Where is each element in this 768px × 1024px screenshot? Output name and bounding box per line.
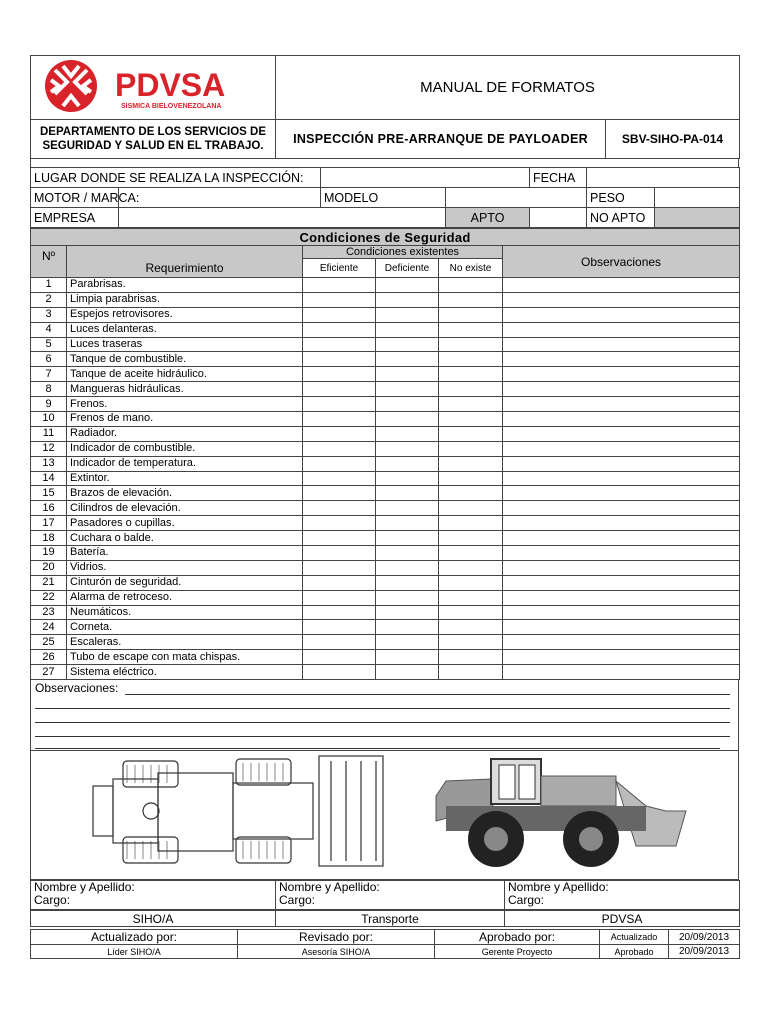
observacion-cell[interactable]	[503, 278, 740, 293]
eficiente-cell[interactable]	[303, 575, 376, 590]
peso-label: PESO	[587, 188, 655, 208]
eficiente-cell[interactable]	[303, 426, 376, 441]
peso-field[interactable]	[655, 188, 740, 208]
cargo-label: Cargo:	[508, 893, 545, 908]
deficiente-cell[interactable]	[376, 382, 439, 397]
deficiente-cell[interactable]	[376, 337, 439, 352]
table-row	[31, 397, 740, 412]
pdvsa-logo	[31, 56, 271, 114]
observaciones-block[interactable]	[30, 680, 739, 751]
no-existe-cell[interactable]	[439, 337, 503, 352]
item-label: Luces delanteras.	[67, 322, 303, 337]
item-number: 19	[31, 546, 67, 561]
signatures-table	[30, 880, 740, 910]
item-number: 27	[31, 665, 67, 680]
info-table	[30, 167, 740, 228]
item-label: Brazos de elevación.	[67, 486, 303, 501]
item-label: Radiador.	[67, 426, 303, 441]
table-row	[31, 531, 740, 546]
table-row	[31, 620, 740, 635]
org-table	[30, 910, 740, 927]
no-existe-cell[interactable]	[439, 397, 503, 412]
spacer	[30, 159, 739, 167]
eficiente-cell[interactable]	[303, 441, 376, 456]
aprobado-label: Aprobado	[600, 945, 669, 959]
obs-line	[35, 736, 730, 737]
observacion-cell[interactable]	[503, 382, 740, 397]
observacion-cell[interactable]	[503, 397, 740, 412]
eficiente-cell[interactable]	[303, 397, 376, 412]
eficiente-cell[interactable]	[303, 501, 376, 516]
motor-label: MOTOR / MARCA:	[31, 188, 119, 208]
no-existe-cell[interactable]	[439, 471, 503, 486]
eficiente-cell[interactable]	[303, 412, 376, 427]
no-apto-label: NO APTO	[587, 208, 655, 228]
no-existe-cell[interactable]	[439, 412, 503, 427]
no-existe-cell[interactable]	[439, 426, 503, 441]
table-row	[31, 441, 740, 456]
item-label: Alarma de retroceso.	[67, 590, 303, 605]
col-num-header: Nº	[31, 246, 67, 278]
obs-line	[35, 748, 720, 749]
revisado-por-label: Revisado por:	[238, 930, 435, 945]
no-existe-cell[interactable]	[439, 382, 503, 397]
eficiente-cell[interactable]	[303, 665, 376, 680]
deficiente-cell[interactable]	[376, 635, 439, 650]
table-row	[31, 546, 740, 561]
deficiente-cell[interactable]	[376, 278, 439, 293]
asesoria-siho: Asesoría SIHO/A	[238, 945, 435, 959]
eficiente-cell[interactable]	[303, 516, 376, 531]
item-label: Frenos de mano.	[67, 412, 303, 427]
gerente-proyecto: Gerente Proyecto	[435, 945, 600, 959]
motor-field[interactable]	[119, 188, 321, 208]
item-number: 6	[31, 352, 67, 367]
item-label: Cilindros de elevación.	[67, 501, 303, 516]
deficiente-cell[interactable]	[376, 456, 439, 471]
logo-cell	[31, 56, 276, 120]
item-number: 10	[31, 412, 67, 427]
table-row	[31, 486, 740, 501]
observacion-cell[interactable]	[503, 456, 740, 471]
form-title: INSPECCIÓN PRE-ARRANQUE DE PAYLOADER	[276, 120, 606, 159]
no-existe-cell[interactable]	[439, 352, 503, 367]
item-number: 3	[31, 307, 67, 322]
table-row	[31, 665, 740, 680]
observacion-cell[interactable]	[503, 665, 740, 680]
modelo-label: MODELO	[321, 188, 446, 208]
observacion-cell[interactable]	[503, 471, 740, 486]
observacion-cell[interactable]	[503, 590, 740, 605]
observacion-cell[interactable]	[503, 620, 740, 635]
item-label: Escaleras.	[67, 635, 303, 650]
table-row	[31, 590, 740, 605]
item-number: 4	[31, 322, 67, 337]
pdvsa-sun-icon	[45, 60, 97, 112]
item-number: 9	[31, 397, 67, 412]
conditions-title: Condiciones de Seguridad	[31, 229, 740, 246]
eficiente-cell[interactable]	[303, 605, 376, 620]
observacion-cell[interactable]	[503, 337, 740, 352]
table-row	[31, 412, 740, 427]
table-row	[31, 307, 740, 322]
item-number: 1	[31, 278, 67, 293]
no-existe-cell[interactable]	[439, 516, 503, 531]
item-label: Luces traseras	[67, 337, 303, 352]
header-table	[30, 55, 740, 159]
item-number: 11	[31, 426, 67, 441]
deficiente-cell[interactable]	[376, 307, 439, 322]
observacion-cell[interactable]	[503, 635, 740, 650]
deficiente-cell[interactable]	[376, 531, 439, 546]
item-label: Cinturón de seguridad.	[67, 575, 303, 590]
actualizado-label: Actualizado	[600, 930, 669, 945]
item-label: Extintor.	[67, 471, 303, 486]
item-label: Vidrios.	[67, 560, 303, 575]
item-number: 7	[31, 367, 67, 382]
observacion-cell[interactable]	[503, 322, 740, 337]
footer-table	[30, 929, 740, 959]
table-row	[31, 382, 740, 397]
table-row	[31, 471, 740, 486]
item-label: Sistema eléctrico.	[67, 665, 303, 680]
table-row	[31, 322, 740, 337]
item-label: Tubo de escape con mata chispas.	[67, 650, 303, 665]
deficiente-cell[interactable]	[376, 292, 439, 307]
table-row	[31, 650, 740, 665]
eficiente-cell[interactable]	[303, 278, 376, 293]
lugar-label: LUGAR DONDE SE REALIZA LA INSPECCIÓN:	[31, 168, 321, 188]
fecha-label: FECHA	[530, 168, 587, 188]
no-existe-cell[interactable]	[439, 620, 503, 635]
table-row	[31, 426, 740, 441]
cargo-label: Cargo:	[34, 893, 71, 908]
deficiente-cell[interactable]	[376, 322, 439, 337]
eficiente-cell[interactable]	[303, 456, 376, 471]
conditions-items	[31, 278, 740, 680]
item-label: Frenos.	[67, 397, 303, 412]
item-number: 24	[31, 620, 67, 635]
no-existe-cell[interactable]	[439, 635, 503, 650]
no-existe-cell[interactable]	[439, 278, 503, 293]
eficiente-cell[interactable]	[303, 367, 376, 382]
item-number: 12	[31, 441, 67, 456]
deficiente-cell[interactable]	[376, 397, 439, 412]
table-row	[31, 575, 740, 590]
table-row	[31, 337, 740, 352]
table-row	[31, 352, 740, 367]
col-eff-header: Eficiente	[303, 259, 376, 278]
eficiente-cell[interactable]	[303, 590, 376, 605]
item-number: 22	[31, 590, 67, 605]
col-group-header: Condiciones existentes	[303, 246, 503, 259]
observacion-cell[interactable]	[503, 367, 740, 382]
observacion-cell[interactable]	[503, 412, 740, 427]
observacion-cell[interactable]	[503, 531, 740, 546]
observacion-cell[interactable]	[503, 307, 740, 322]
table-row	[31, 516, 740, 531]
item-label: Neumáticos.	[67, 605, 303, 620]
deficiente-cell[interactable]	[376, 441, 439, 456]
fecha-field[interactable]	[587, 168, 740, 188]
logo-text: PDVSA	[115, 67, 226, 103]
no-existe-cell[interactable]	[439, 307, 503, 322]
item-number: 25	[31, 635, 67, 650]
eficiente-cell[interactable]	[303, 546, 376, 561]
deficiente-cell[interactable]	[376, 486, 439, 501]
observacion-cell[interactable]	[503, 352, 740, 367]
item-label: Pasadores o cupillas.	[67, 516, 303, 531]
table-row	[31, 605, 740, 620]
eficiente-cell[interactable]	[303, 382, 376, 397]
no-existe-cell[interactable]	[439, 367, 503, 382]
col-req-header: Requerimiento	[67, 246, 303, 278]
col-obs-header: Observaciones	[503, 246, 740, 278]
eficiente-cell[interactable]	[303, 292, 376, 307]
no-existe-cell[interactable]	[439, 322, 503, 337]
table-row	[31, 278, 740, 293]
deficiente-cell[interactable]	[376, 650, 439, 665]
eficiente-cell[interactable]	[303, 307, 376, 322]
item-number: 2	[31, 292, 67, 307]
deficiente-cell[interactable]	[376, 367, 439, 382]
no-existe-cell[interactable]	[439, 441, 503, 456]
eficiente-cell[interactable]	[303, 560, 376, 575]
obs-line	[35, 708, 730, 709]
deficiente-cell[interactable]	[376, 412, 439, 427]
no-existe-cell[interactable]	[439, 605, 503, 620]
item-number: 21	[31, 575, 67, 590]
nombre-label: Nombre y Apellido:	[508, 880, 609, 895]
no-existe-cell[interactable]	[439, 665, 503, 680]
modelo-field[interactable]	[446, 188, 587, 208]
deficiente-cell[interactable]	[376, 665, 439, 680]
col-none-header: No existe	[439, 259, 503, 278]
eficiente-cell[interactable]	[303, 337, 376, 352]
deficiente-cell[interactable]	[376, 471, 439, 486]
item-label: Batería.	[67, 546, 303, 561]
observacion-cell[interactable]	[503, 605, 740, 620]
table-row	[31, 635, 740, 650]
item-label: Espejos retrovisores.	[67, 307, 303, 322]
conditions-table	[30, 228, 740, 680]
item-number: 20	[31, 560, 67, 575]
observacion-cell[interactable]	[503, 501, 740, 516]
eficiente-cell[interactable]	[303, 650, 376, 665]
item-number: 13	[31, 456, 67, 471]
item-number: 14	[31, 471, 67, 486]
manual-title: MANUAL DE FORMATOS	[276, 56, 740, 120]
deficiente-cell[interactable]	[376, 546, 439, 561]
item-label: Corneta.	[67, 620, 303, 635]
item-number: 5	[31, 337, 67, 352]
nombre-label: Nombre y Apellido:	[279, 880, 380, 895]
no-existe-cell[interactable]	[439, 456, 503, 471]
deficiente-cell[interactable]	[376, 620, 439, 635]
no-existe-cell[interactable]	[439, 650, 503, 665]
observaciones-label: Observaciones:	[35, 681, 119, 696]
item-label: Indicador de temperatura.	[67, 456, 303, 471]
deficiente-cell[interactable]	[376, 501, 439, 516]
col-def-header: Deficiente	[376, 259, 439, 278]
no-existe-cell[interactable]	[439, 560, 503, 575]
eficiente-cell[interactable]	[303, 620, 376, 635]
item-number: 16	[31, 501, 67, 516]
item-label: Parabrisas.	[67, 278, 303, 293]
item-number: 17	[31, 516, 67, 531]
table-row	[31, 560, 740, 575]
item-number: 15	[31, 486, 67, 501]
form-page	[30, 55, 739, 958]
table-row	[31, 501, 740, 516]
eficiente-cell[interactable]	[303, 635, 376, 650]
fecha-actualizado: 20/09/2013	[669, 930, 740, 945]
no-apto-field[interactable]	[655, 208, 740, 228]
no-existe-cell[interactable]	[439, 501, 503, 516]
table-row	[31, 292, 740, 307]
eficiente-cell[interactable]	[303, 486, 376, 501]
deficiente-cell[interactable]	[376, 516, 439, 531]
logo-subtext: SISMICA BIELOVENEZOLANA	[121, 103, 222, 110]
observacion-cell[interactable]	[503, 292, 740, 307]
aprobado-por-label: Aprobado por:	[435, 930, 600, 945]
no-existe-cell[interactable]	[439, 486, 503, 501]
table-row	[31, 456, 740, 471]
deficiente-cell[interactable]	[376, 560, 439, 575]
item-number: 8	[31, 382, 67, 397]
form-code: SBV-SIHO-PA-014	[606, 120, 740, 159]
org-pdvsa: PDVSA	[505, 911, 740, 927]
observacion-cell[interactable]	[503, 560, 740, 575]
apto-field[interactable]	[530, 208, 587, 228]
no-existe-cell[interactable]	[439, 575, 503, 590]
item-label: Tanque de combustible.	[67, 352, 303, 367]
apto-label: APTO	[446, 208, 530, 228]
obs-line	[35, 722, 730, 723]
deficiente-cell[interactable]	[376, 590, 439, 605]
no-existe-cell[interactable]	[439, 531, 503, 546]
signature-cell-2[interactable]	[276, 881, 505, 910]
item-number: 23	[31, 605, 67, 620]
eficiente-cell[interactable]	[303, 471, 376, 486]
no-existe-cell[interactable]	[439, 546, 503, 561]
item-label: Limpia parabrisas.	[67, 292, 303, 307]
payloader-side-view	[431, 751, 691, 879]
item-label: Indicador de combustible.	[67, 441, 303, 456]
observacion-cell[interactable]	[503, 441, 740, 456]
no-existe-cell[interactable]	[439, 590, 503, 605]
item-number: 26	[31, 650, 67, 665]
deficiente-cell[interactable]	[376, 575, 439, 590]
eficiente-cell[interactable]	[303, 352, 376, 367]
deficiente-cell[interactable]	[376, 352, 439, 367]
deficiente-cell[interactable]	[376, 605, 439, 620]
observacion-cell[interactable]	[503, 426, 740, 441]
payloader-images	[30, 751, 739, 880]
observacion-cell[interactable]	[503, 650, 740, 665]
eficiente-cell[interactable]	[303, 531, 376, 546]
lugar-field[interactable]	[321, 168, 530, 188]
lider-siho: Líder SIHO/A	[31, 945, 238, 959]
item-label: Mangueras hidráulicas.	[67, 382, 303, 397]
observacion-cell[interactable]	[503, 546, 740, 561]
empresa-label: EMPRESA	[31, 208, 119, 228]
nombre-label: Nombre y Apellido:	[34, 880, 135, 895]
item-label: Tanque de aceite hidráulico.	[67, 367, 303, 382]
org-siho: SIHO/A	[31, 911, 276, 927]
signature-cell-1[interactable]	[31, 881, 276, 910]
fecha-aprobado: 20/09/2013	[669, 945, 740, 959]
eficiente-cell[interactable]	[303, 322, 376, 337]
org-transporte: Transporte	[276, 911, 505, 927]
observacion-cell[interactable]	[503, 575, 740, 590]
no-existe-cell[interactable]	[439, 292, 503, 307]
obs-line	[125, 694, 730, 695]
department-name: DEPARTAMENTO DE LOS SERVICIOS DE SEGURIDAD Y SALUD EN EL TRABAJO.	[31, 120, 276, 159]
observacion-cell[interactable]	[503, 486, 740, 501]
table-row	[31, 367, 740, 382]
empresa-field[interactable]	[119, 208, 446, 228]
item-number: 18	[31, 531, 67, 546]
deficiente-cell[interactable]	[376, 426, 439, 441]
actualizado-por-label: Actualizado por:	[31, 930, 238, 945]
item-label: Cuchara o balde.	[67, 531, 303, 546]
cargo-label: Cargo:	[279, 893, 316, 908]
observacion-cell[interactable]	[503, 516, 740, 531]
signature-cell-3[interactable]	[505, 881, 740, 910]
